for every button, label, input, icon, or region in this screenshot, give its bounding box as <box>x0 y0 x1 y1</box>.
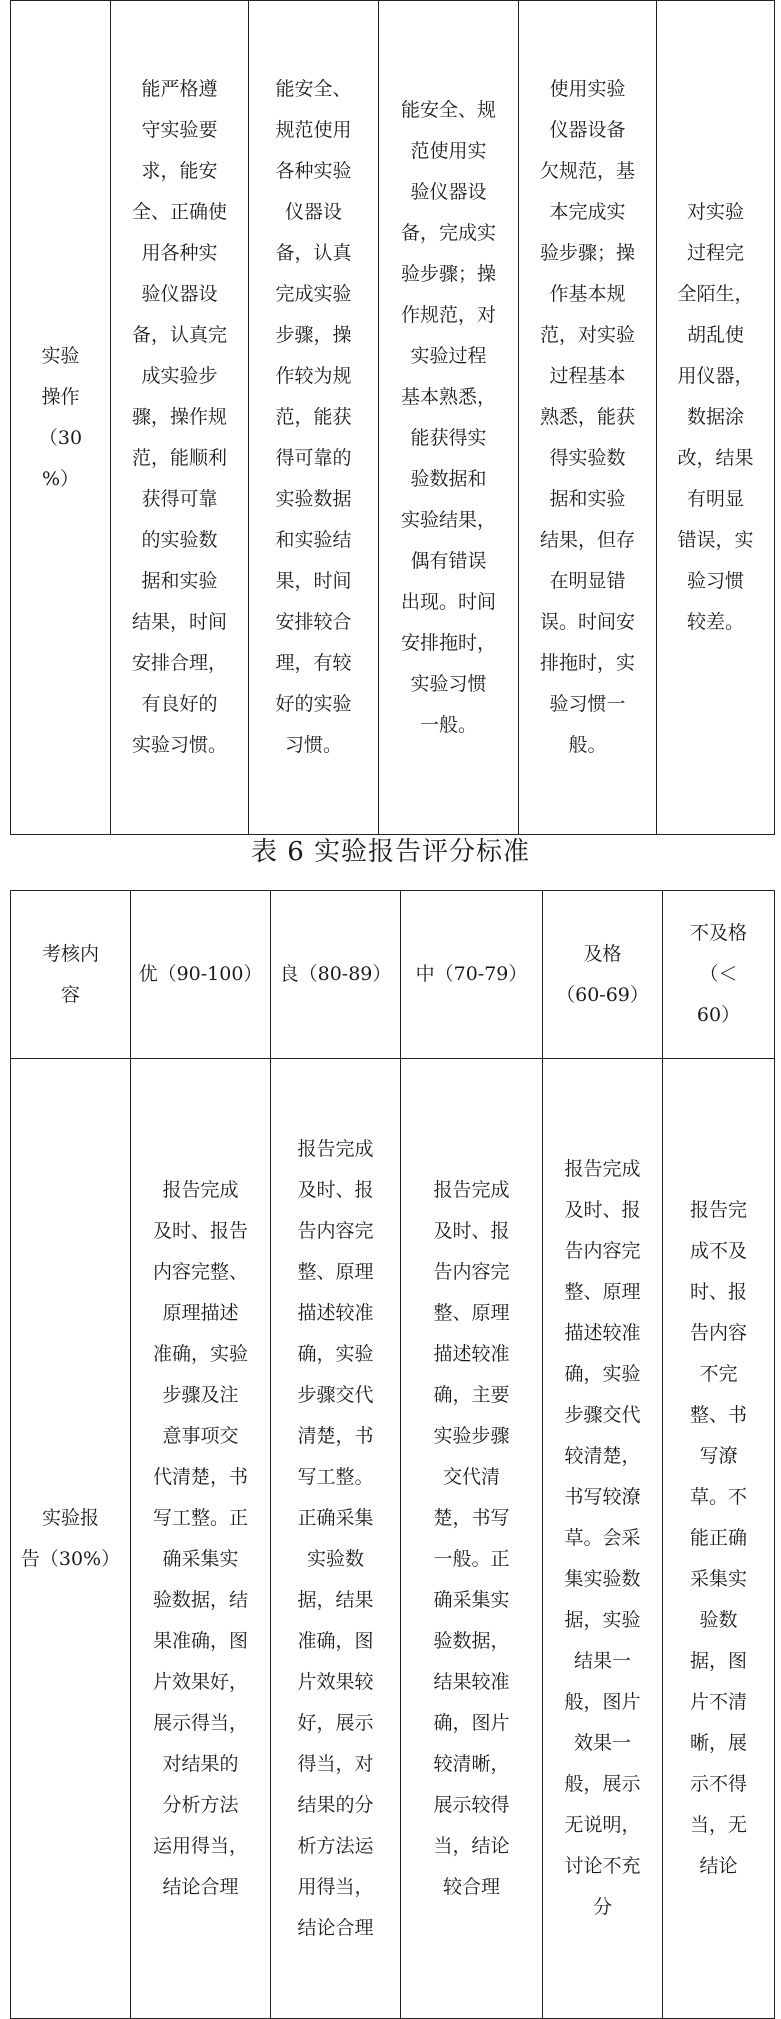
table-row <box>11 1 775 835</box>
row-label-cell <box>11 1059 131 2019</box>
header-cell <box>271 891 401 1059</box>
grade-cell-good <box>271 1059 401 2019</box>
table6-report-grading <box>10 890 775 2019</box>
header-label: 良（80-89） <box>279 963 392 985</box>
header-cell <box>401 891 543 1059</box>
criteria-text: 使用实验 仪器设备 欠规范，基 本完成实 验步骤；操 作基本规 范，对实验 过程基本 熟悉，能获 得实验数 据和实验 结果，但存 在明显错 误。时间安 排拖时，实 验习惯一 般。 <box>539 78 635 756</box>
grade-cell-fail <box>657 1 775 835</box>
header-cell <box>663 891 775 1059</box>
row-label: 实验 操作 （30 %） <box>38 344 83 490</box>
criteria-text: 能安全、 规范使用 各种实验 仪器设 备，认真 完成实验 步骤，操 作较为规 范，能获 得可靠的 实验数据 和实验结 果，时间 安排较合 理，有较 好的实验 习惯。 <box>275 78 352 756</box>
criteria-text: 报告完成 及时、报 告内容完 整、原理 描述较准 确，实验 步骤交代 清楚，书 写工整。 正确采集 实验数 据，结果 准确，图 片效果较 好，展示 得当，对 结果的分 析方法运 用得当， 结论合理 <box>297 1137 374 1939</box>
criteria-text: 对实验 过程完 全陌生， 胡乱使 用仪器， 数据涂 改，结果 有明显 错误，实 验习惯 较差。 <box>677 201 754 633</box>
grade-cell-pass <box>519 1 657 835</box>
criteria-text: 能严格遵 守实验要 求，能安 全、正确使 用各种实 验仪器设 备，认真完 成实验步 骤，操作规 范，能顺利 获得可靠 的实验数 据和实验 结果，时间 安排合理， 有良好的 实验习惯。 <box>131 78 227 756</box>
grade-cell-pass <box>543 1059 663 2019</box>
criteria-text: 报告完 成不及 时、报 告内容 不完 整、书 写潦 草。不 能正确 采集实 验数 据，图 片不清 晰，展 示不得 当，无 结论 <box>689 1199 747 1877</box>
grade-cell-fail <box>663 1059 775 2019</box>
header-cell <box>11 891 131 1059</box>
table-caption: 表 6 实验报告评分标准 <box>250 837 531 867</box>
grade-cell-excellent <box>111 1 249 835</box>
criteria-text: 报告完成 及时、报 告内容完 整、原理 描述较准 确，实验 步骤交代 较清楚， 书写较潦 草。会采 集实验数 据，实验 结果一 般，图片 效果一 般，展示 无说明， 讨论不充 分 <box>564 1158 641 1918</box>
criteria-text: 报告完成 及时、报告 内容完整、 原理描述 准确，实验 步骤及注 意事项交 代清楚，书 写工整。正 确采集实 验数据，结 果准确，图 片效果好， 展示得当， 对结果的 分析方法 运用得当， 结论合理 <box>152 1178 248 1898</box>
header-label: 中（70-79） <box>415 963 528 985</box>
table-row <box>11 1059 775 2019</box>
header-label: 优（90-100） <box>138 963 263 985</box>
header-label: 考核内 容 <box>41 942 99 1006</box>
grade-cell-medium <box>401 1059 543 2019</box>
header-label: 不及格 （＜ 60） <box>689 922 747 1026</box>
header-cell <box>131 891 271 1059</box>
header-row <box>11 891 775 1059</box>
row-label: 实验报 告（30%） <box>20 1506 121 1570</box>
grade-cell-good <box>249 1 379 835</box>
criteria-text: 报告完成 及时、报 告内容完 整、原理 描述较准 确，主要 实验步骤 交代清 楚，书写 一般。正 确采集实 验数据， 结果较准 确，图片 较清晰， 展示较得 当，结论 较合理 <box>433 1178 510 1898</box>
header-cell <box>543 891 663 1059</box>
row-label-cell <box>11 1 111 835</box>
criteria-text: 能安全、规 范使用实 验仪器设 备，完成实 验步骤；操 作规范，对 实验过程 基本熟悉， 能获得实 验数据和 实验结果， 偶有错误 出现。时间 安排拖时， 实验习惯 一般。 <box>400 98 496 736</box>
table5-continuation <box>10 0 775 835</box>
grade-cell-medium <box>379 1 519 835</box>
header-label: 及格 （60-69） <box>556 942 649 1006</box>
grade-cell-excellent <box>131 1059 271 2019</box>
